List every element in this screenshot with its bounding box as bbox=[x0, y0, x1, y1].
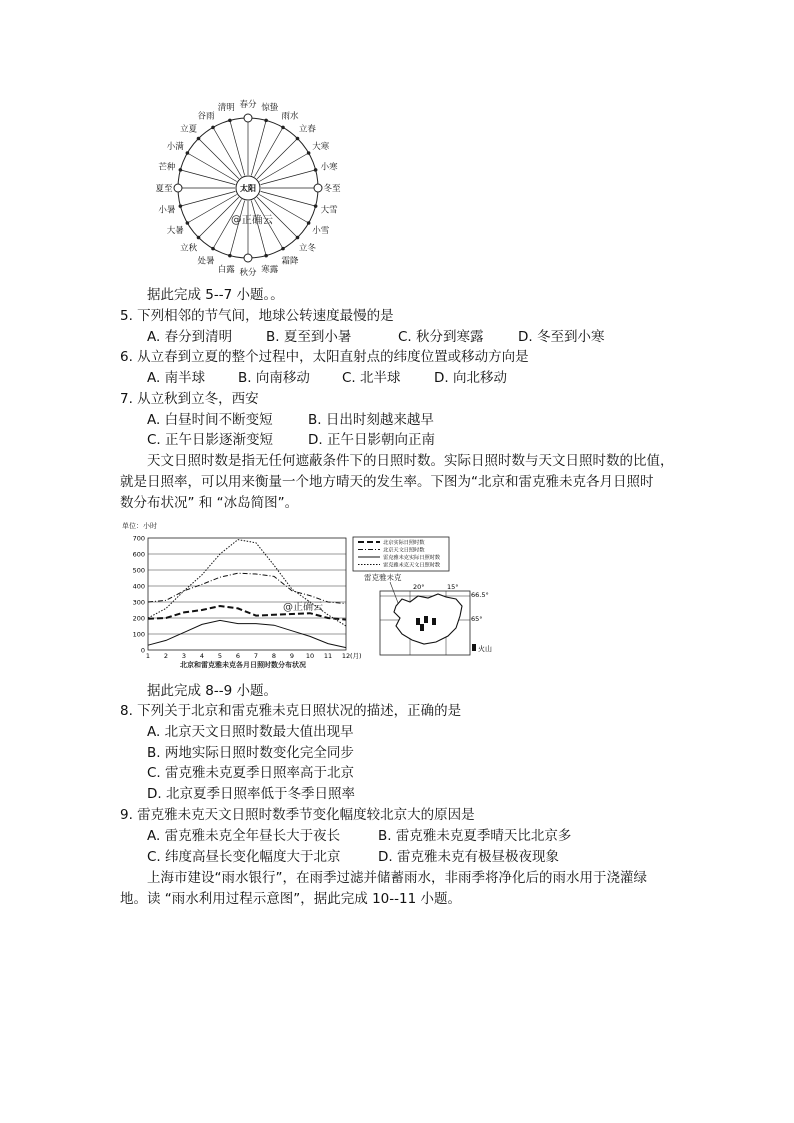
q5-option-a: A. 春分到清明 bbox=[147, 329, 233, 345]
earth-position-marker bbox=[244, 254, 252, 262]
solar-term-label: 霜降 bbox=[281, 256, 299, 267]
orbit-point bbox=[314, 204, 318, 208]
x-tick-label: 9 bbox=[289, 652, 295, 660]
solar-term-label: 芒种 bbox=[158, 162, 176, 173]
solar-term-label: 小满 bbox=[166, 142, 184, 152]
q7-option-d: D. 正午日影朝向正南 bbox=[308, 432, 435, 448]
q7-option-a: A. 白昼时间不断变短 bbox=[147, 412, 273, 428]
q5-option-c: C. 秋分到寒露 bbox=[398, 329, 484, 345]
term-spoke bbox=[180, 191, 235, 206]
y-tick-label: 600 bbox=[132, 550, 145, 559]
q5-option-b: B. 夏至到小暑 bbox=[266, 329, 352, 345]
volcano-marker bbox=[424, 616, 428, 623]
term-spoke bbox=[251, 120, 266, 175]
series-line-2 bbox=[148, 573, 346, 603]
chart-watermark: @正确云 bbox=[283, 602, 323, 613]
legend-label: 雷克雅未克实际日照时数 bbox=[383, 555, 441, 561]
orbit-point bbox=[264, 254, 268, 258]
solar-term-label: 小雪 bbox=[312, 226, 330, 236]
orbit-point bbox=[179, 168, 183, 172]
x-tick-label: 10 bbox=[305, 652, 315, 660]
chart-caption: 北京和雷克雅未克各月日照时数分布状况 bbox=[180, 661, 306, 669]
orbit-point bbox=[197, 137, 201, 141]
q7-option-b: B. 日出时刻越来越早 bbox=[308, 412, 434, 428]
orbit-point bbox=[314, 168, 318, 172]
solar-term-label: 处暑 bbox=[197, 256, 215, 267]
lat-label: 66.5° bbox=[471, 591, 489, 599]
solar-term-label: 小暑 bbox=[158, 205, 176, 216]
q8-9-intro: 据此完成 8--9 小题。 bbox=[147, 683, 278, 699]
q6-option-a: A. 南半球 bbox=[147, 370, 206, 386]
q8-option-c: C. 雷克雅未克夏季日照率高于北京 bbox=[147, 765, 355, 781]
term-spoke bbox=[230, 201, 245, 256]
watermark: @正确云 bbox=[231, 214, 273, 226]
term-spoke bbox=[230, 120, 245, 175]
q9-option-d: D. 雷克雅未克有极昼极夜现象 bbox=[378, 849, 559, 865]
question-5-stem: 5. 下列相邻的节气间，地球公转速度最慢的是 bbox=[120, 308, 394, 324]
q6-option-d: D. 向北移动 bbox=[434, 370, 507, 386]
x-tick-label: 6 bbox=[235, 652, 241, 660]
solar-term-label: 大暑 bbox=[166, 226, 184, 236]
term-spoke bbox=[255, 127, 284, 176]
passage-sunshine-line-2: 就是日照率，可以用来衡量一个地方晴天的发生率。下图为“北京和雷克雅未克各月日照时 bbox=[120, 474, 654, 490]
q9-option-c: C. 纬度高昼长变化幅度大于北京 bbox=[147, 849, 341, 865]
q8-option-b: B. 两地实际日照时数变化完全同步 bbox=[147, 745, 354, 761]
question-7-stem: 7. 从立秋到立冬，西安 bbox=[120, 391, 259, 407]
y-tick-label: 400 bbox=[132, 582, 145, 591]
y-tick-label: 0 bbox=[140, 646, 145, 655]
x-tick-label: 7 bbox=[253, 652, 259, 660]
x-tick-label: 4 bbox=[199, 652, 205, 660]
solar-term-label: 立秋 bbox=[180, 243, 198, 254]
orbit-point bbox=[197, 236, 201, 240]
orbit-point bbox=[296, 236, 300, 240]
x-axis-unit: (月) bbox=[350, 652, 362, 660]
solar-term-label: 立春 bbox=[298, 124, 316, 135]
legend-volcano-marker bbox=[472, 644, 476, 651]
term-spoke bbox=[187, 195, 236, 224]
passage-rain-line-1: 上海市建设“雨水银行”，在雨季过滤并储蓄雨水，非雨季将净化后的雨水用于浇灌绿 bbox=[147, 870, 647, 886]
solar-term-label: 小寒 bbox=[320, 162, 338, 173]
y-tick-label: 300 bbox=[132, 598, 145, 607]
solar-term-label: 夏至 bbox=[155, 184, 173, 194]
q8-option-a: A. 北京天文日照时数最大值出现早 bbox=[147, 724, 354, 740]
q5-option-d: D. 冬至到小寒 bbox=[518, 329, 605, 345]
question-8-stem: 8. 下列关于北京和雷克雅未克日照状况的描述，正确的是 bbox=[120, 703, 462, 719]
solar-term-label: 谷雨 bbox=[197, 111, 215, 122]
x-tick-label: 3 bbox=[181, 652, 187, 660]
term-spoke bbox=[257, 139, 297, 179]
solar-term-label: 春分 bbox=[239, 100, 257, 110]
volcano-marker bbox=[432, 618, 436, 625]
term-spoke bbox=[261, 170, 316, 185]
lat-label: 65° bbox=[471, 615, 483, 623]
orbit-point bbox=[296, 137, 300, 141]
legend-label: 北京天文日照时数 bbox=[383, 547, 425, 554]
orbit-point bbox=[186, 221, 190, 225]
y-tick-label: 100 bbox=[132, 630, 145, 639]
orbit-point bbox=[307, 221, 311, 225]
y-tick-label: 700 bbox=[132, 534, 145, 543]
x-tick-label: 5 bbox=[217, 652, 223, 660]
q9-option-b: B. 雷克雅未克夏季晴天比北京多 bbox=[378, 828, 572, 844]
term-spoke bbox=[180, 170, 235, 185]
solar-term-label: 秋分 bbox=[239, 268, 257, 278]
q5-7-intro: 据此完成 5--7 小题。。 bbox=[147, 287, 284, 303]
term-spoke bbox=[199, 139, 239, 179]
volcano-marker bbox=[416, 618, 420, 625]
term-spoke bbox=[259, 153, 308, 182]
legend-label: 雷克雅未克天文日照时数 bbox=[383, 562, 441, 569]
x-tick-label: 12 bbox=[341, 652, 351, 660]
passage-rain-line-2: 地。读 “雨水利用过程示意图”，据此完成 10--11 小题。 bbox=[120, 891, 461, 907]
term-spoke bbox=[213, 127, 242, 176]
solar-term-label: 惊蛰 bbox=[261, 102, 279, 113]
chart-unit-label: 单位：小时 bbox=[122, 522, 157, 530]
passage-sunshine-line-1: 天文日照时数是指无任何遮蔽条件下的日照时数。实际日照时数与天文日照时数的比值， bbox=[147, 453, 674, 469]
solar-term-label: 大雪 bbox=[320, 205, 338, 216]
term-spoke bbox=[187, 153, 236, 182]
lon-label: 20° bbox=[413, 583, 425, 591]
solar-term-label: 立冬 bbox=[298, 243, 316, 254]
legend-volcano-label: 火山 bbox=[478, 645, 492, 653]
chart-legend-and-map bbox=[350, 536, 510, 658]
solar-term-label: 寒露 bbox=[261, 265, 279, 276]
q7-option-c: C. 正午日影逐渐变短 bbox=[147, 432, 274, 448]
map-title: 雷克雅未克 bbox=[364, 573, 402, 582]
x-tick-label: 1 bbox=[145, 652, 151, 660]
sunshine-line-chart bbox=[118, 518, 362, 670]
volcano-marker bbox=[420, 624, 424, 631]
question-9-stem: 9. 雷克雅未克天文日照时数季节变化幅度较北京大的原因是 bbox=[120, 807, 475, 823]
x-tick-label: 2 bbox=[163, 652, 169, 660]
y-tick-label: 500 bbox=[132, 566, 145, 575]
orbit-point bbox=[228, 119, 232, 123]
term-spoke bbox=[251, 201, 266, 256]
solar-term-label: 冬至 bbox=[323, 184, 341, 194]
x-tick-label: 8 bbox=[271, 652, 277, 660]
orbit-point bbox=[264, 119, 268, 123]
legend-label: 北京实际日照时数 bbox=[383, 540, 425, 546]
lon-label: 15° bbox=[447, 583, 459, 591]
solar-term-label: 清明 bbox=[217, 102, 235, 113]
q6-option-c: C. 北半球 bbox=[342, 370, 401, 386]
y-tick-label: 200 bbox=[132, 614, 145, 623]
solar-term-label: 雨水 bbox=[281, 111, 299, 122]
orbit-point bbox=[228, 254, 232, 258]
earth-position-marker bbox=[244, 114, 252, 122]
solar-term-label: 立夏 bbox=[180, 124, 198, 135]
solar-term-label: 白露 bbox=[217, 265, 235, 276]
term-spoke bbox=[261, 191, 316, 206]
solar-terms-diagram bbox=[140, 100, 370, 285]
x-tick-label: 11 bbox=[323, 652, 333, 660]
q8-option-d: D. 北京夏季日照率低于冬季日照率 bbox=[147, 786, 355, 802]
orbit-point bbox=[281, 247, 285, 251]
orbit-point bbox=[307, 151, 311, 155]
question-6-stem: 6. 从立春到立夏的整个过程中，太阳直射点的纬度位置或移动方向是 bbox=[120, 349, 529, 365]
sun-label: 太阳 bbox=[240, 184, 256, 193]
passage-sunshine-line-3: 数分布状况” 和 “冰岛简图”。 bbox=[120, 495, 299, 511]
orbit-point bbox=[281, 126, 285, 130]
q6-option-b: B. 向南移动 bbox=[238, 370, 310, 386]
orbit-point bbox=[179, 204, 183, 208]
earth-position-marker bbox=[174, 184, 182, 192]
q9-option-a: A. 雷克雅未克全年昼长大于夜长 bbox=[147, 828, 341, 844]
orbit-point bbox=[211, 126, 215, 130]
orbit-point bbox=[211, 247, 215, 251]
solar-term-label: 大寒 bbox=[312, 142, 330, 152]
earth-position-marker bbox=[314, 184, 322, 192]
orbit-point bbox=[186, 151, 190, 155]
